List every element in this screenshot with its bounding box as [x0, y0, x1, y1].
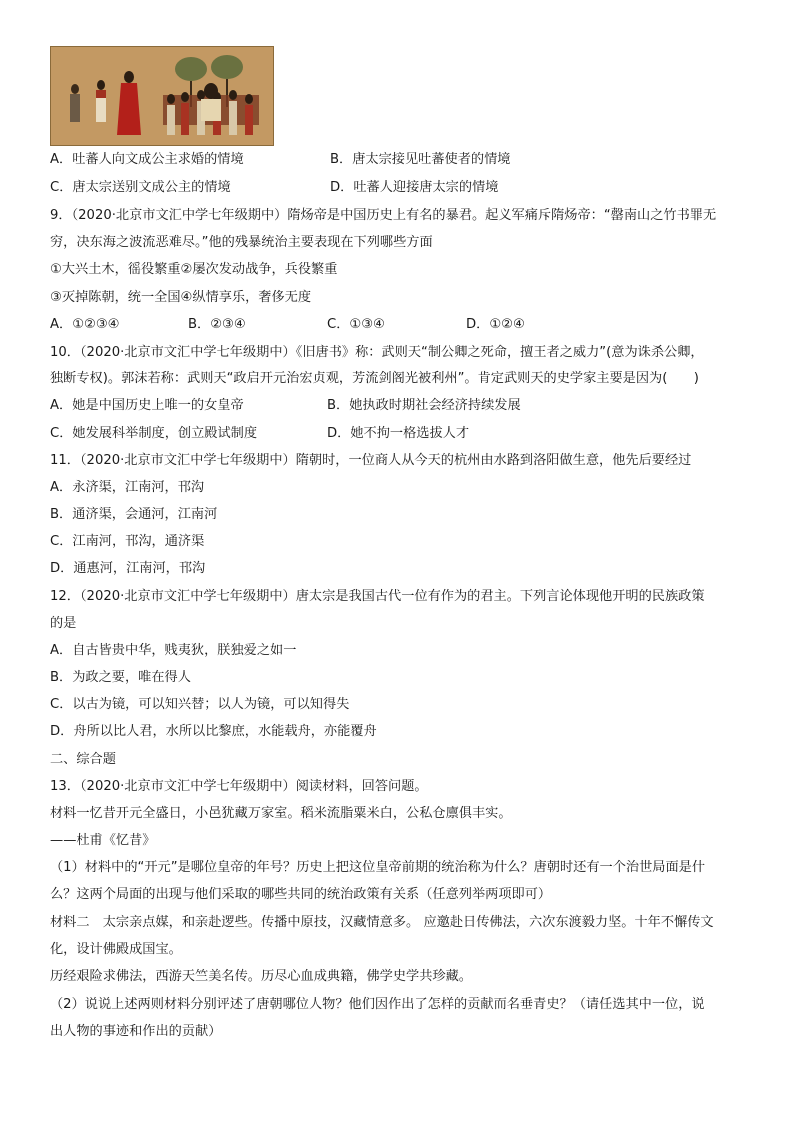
q12-stem-line2: 的是: [50, 616, 77, 631]
q10-option-c: C．她发展科举制度，创立殿试制度: [50, 426, 258, 441]
q9-items-line1: ①大兴土木，徭役繁重②屡次发动战争，兵役繁重: [50, 262, 338, 277]
q10-option-d: D．她不拘一格选拔人才: [327, 426, 470, 441]
q10-option-b: B．她执政时期社会经济持续发展: [327, 398, 521, 413]
q10-stem-line1: 10．（2020·北京市文汇中学七年级期中）《旧唐书》称：武则天“制公卿之死命，擅王者之威力”(意为诛杀公卿，: [50, 345, 704, 360]
q13-material-1-source: ——杜甫《忆昔》: [50, 833, 156, 848]
q12-stem-line1: 12．（2020·北京市文汇中学七年级期中）唐太宗是我国古代一位有作为的君主。下列言论体现他开明的民族政策: [50, 589, 705, 604]
q10-option-a: A．她是中国历史上唯一的女皇帝: [50, 398, 244, 413]
q8-option-a: A．吐蕃人向文成公主求婚的情境: [50, 152, 244, 167]
q11-option-c: C．江南河，邗沟，通济渠: [50, 534, 205, 549]
q9-option-a: A．①②③④: [50, 317, 120, 332]
section-heading: 二、综合题: [50, 752, 116, 767]
historical-painting-image: [50, 46, 274, 146]
q13-part2-line2: 出人物的事迹和作出的贡献）: [50, 1024, 222, 1039]
q13-material-2-line2: 化，设计佛殿成国宝。: [50, 942, 182, 957]
painting-illustration: [51, 47, 273, 145]
q9-stem-line2: 穷，决东海之波流恶难尽。”他的残暴统治主要表现在下列哪些方面: [50, 235, 433, 250]
q9-items-line2: ③灭掉陈朝，统一全国④纵情享乐，奢侈无度: [50, 290, 312, 305]
q12-option-b: B．为政之要，唯在得人: [50, 670, 191, 685]
q9-stem-line1: 9．（2020·北京市文汇中学七年级期中）隋炀帝是中国历史上有名的暴君。起义军痛斥隋炀帝：“罄南山之竹书罪无: [50, 208, 717, 223]
q12-option-d: D．舟所以比人君，水所以比黎庶，水能载舟，亦能覆舟: [50, 724, 377, 739]
q13-material-2-line1: 材料二 太宗亲点媒，和亲赴逻些。传播中原技，汉藏情意多。 应邀赴日传佛法，六次东渡毅力坚。十年不懈传文: [50, 915, 714, 930]
q8-option-b: B．唐太宗接见吐蕃使者的情境: [330, 152, 511, 167]
q11-stem: 11．（2020·北京市文汇中学七年级期中）隋朝时，一位商人从今天的杭州由水路到洛阳做生意，他先后要经过: [50, 453, 692, 468]
q9-option-c: C．①③④: [327, 317, 385, 332]
q9-option-b: B．②③④: [188, 317, 246, 332]
q8-option-c: C．唐太宗送别文成公主的情境: [50, 180, 231, 195]
q13-material-1: 材料一忆昔开元全盛日，小邑犹藏万家室。稻米流脂粟米白，公私仓廪俱丰实。: [50, 806, 512, 821]
q13-part1-line1: （1）材料中的“开元”是哪位皇帝的年号？历史上把这位皇帝前期的统治称为什么？唐朝时还有一个治世局面是什: [50, 860, 706, 875]
q9-option-d: D．①②④: [466, 317, 525, 332]
q13-part1-line2: 么？这两个局面的出现与他们采取的哪些共同的统治政策有关系（任意列举两项即可）: [50, 887, 552, 902]
q13-material-2-line3: 历经艰险求佛法，西游天竺美名传。历尽心血成典籍，佛学史学共珍藏。: [50, 969, 472, 984]
q11-option-b: B．通济渠，会通河，江南河: [50, 507, 218, 522]
q12-option-a: A．自古皆贵中华，贱夷狄，朕独爱之如一: [50, 643, 297, 658]
q13-stem: 13．（2020·北京市文汇中学七年级期中）阅读材料，回答问题。: [50, 779, 428, 794]
q13-part2-line1: （2）说说上述两则材料分别评述了唐朝哪位人物？他们因作出了怎样的贡献而名垂青史？（请任选其中一位，说: [50, 997, 705, 1012]
q11-option-a: A．永济渠，江南河，邗沟: [50, 480, 205, 495]
q12-option-c: C．以古为镜，可以知兴替；以人为镜，可以知得失: [50, 697, 350, 712]
q8-option-d: D．吐蕃人迎接唐太宗的情境: [330, 180, 499, 195]
q10-stem-line2: 独断专权)。郭沫若称：武则天“政启开元治宏贞观，芳流剑阁光被利州”。肯定武则天的史学家主要是因为( ): [50, 371, 699, 386]
q11-option-d: D．通惠河，江南河，邗沟: [50, 561, 206, 576]
